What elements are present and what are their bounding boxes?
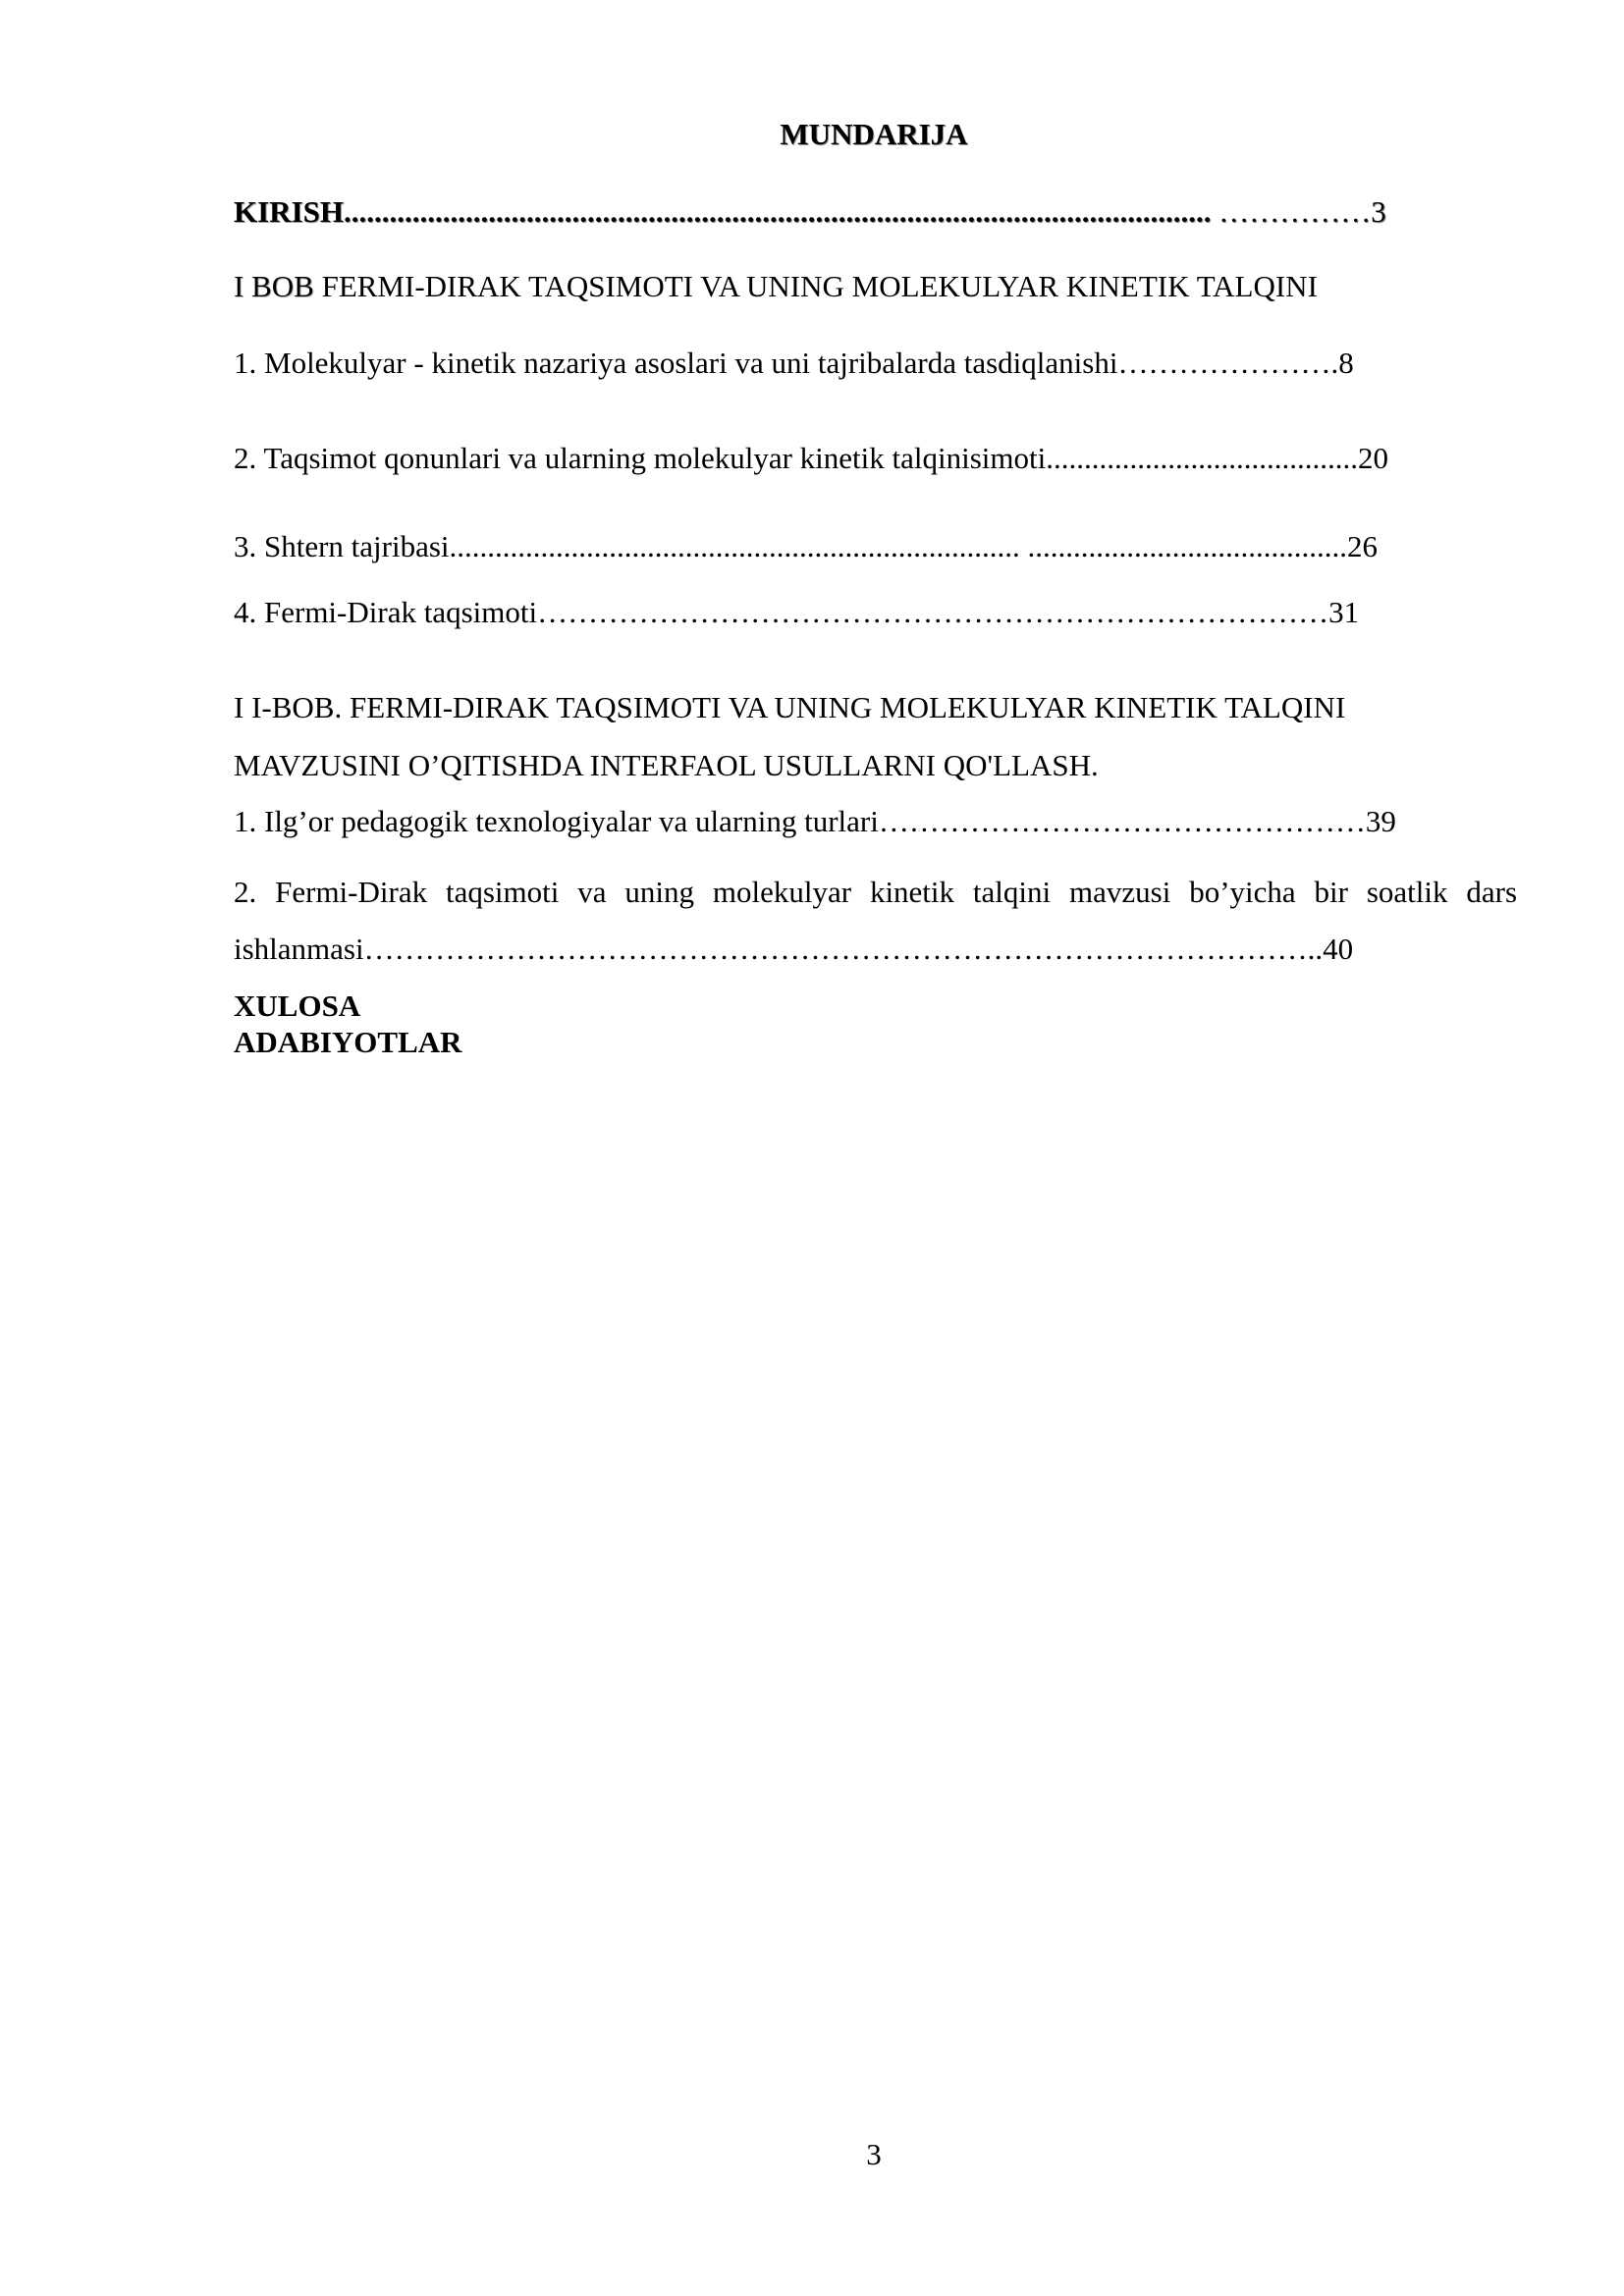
- toc-word: Fermi-Dirak: [275, 875, 428, 909]
- toc-entry: [234, 594, 1359, 631]
- toc-entry-line-2: [234, 931, 1353, 968]
- toc-entry-text: 3. Shtern tajribasi: [234, 529, 450, 563]
- toc-entry-text: 4. Fermi-Dirak taqsimoti: [234, 595, 538, 629]
- toc-word: dars: [1466, 875, 1518, 909]
- toc-entry-text: 2. Taqsimot qonunlari va ularning molekulyar kinetik talqinisimoti: [234, 441, 1047, 475]
- toc-entry-kirish-leader: ……………: [1211, 194, 1372, 229]
- toc-entry-page: .40: [1315, 932, 1354, 966]
- toc-entry-page: 26: [1347, 529, 1379, 563]
- toc-entry-page: .8: [1330, 346, 1354, 380]
- toc-chapter-1-heading: [234, 268, 1318, 305]
- toc-entry-adabiyotlar: ADABIYOTLAR: [234, 1025, 462, 1059]
- toc-entry-leader: ………………………………………………………………………………….: [363, 932, 1316, 966]
- toc-entry-leader: ……………………………………………………………………: [537, 595, 1329, 629]
- toc-entry-kirish: [234, 193, 1386, 231]
- toc-entry-page: 39: [1365, 804, 1396, 838]
- toc-entry-text: ishlanmasi: [234, 932, 364, 966]
- toc-chapter-2-heading-line-1: I I-BOB. FERMI-DIRAK TAQSIMOTI VA UNING MOLEKULYAR KINETIK TALQINI: [234, 690, 1346, 724]
- toc-word: uning: [624, 875, 694, 909]
- toc-entry-leader: .........................................: [1046, 441, 1359, 475]
- toc-title: MUNDARIJA: [780, 117, 968, 151]
- toc-entry: [234, 345, 1354, 382]
- toc-word: bir: [1314, 875, 1348, 909]
- toc-entry-text: 1. Molekulyar - kinetik nazariya asoslari va uni tajribalarda tasdiqlanishi: [234, 346, 1118, 380]
- toc-entry-text: 1. Ilg’or pedagogik texnologiyalar va ularning turlari: [234, 804, 879, 838]
- toc-word: talqini: [972, 875, 1052, 909]
- toc-entry-xulosa: XULOSA: [234, 988, 361, 1023]
- toc-word: molekulyar: [712, 875, 852, 909]
- toc-entry-kirish-page: 3: [1371, 194, 1386, 229]
- toc-chapter-2-heading-line-2: MAVZUSINI O’QITISHDA INTERFAOL USULLARNI QO'LLASH.: [234, 748, 1099, 782]
- toc-entry-line-1: [234, 874, 1517, 911]
- toc-entry: [234, 440, 1388, 477]
- toc-word: soatlik: [1366, 875, 1448, 909]
- toc-entry: [234, 803, 1396, 840]
- toc-entry-page: 20: [1358, 441, 1389, 475]
- toc-entry-leader: ........................................................................... ..........................................: [449, 529, 1348, 563]
- toc-entry-kirish-text: KIRISH..................................................................................................................: [234, 194, 1212, 229]
- toc-entry-page: 31: [1328, 595, 1360, 629]
- page-number: 3: [866, 2137, 882, 2171]
- toc-entry-leader: …………………: [1117, 346, 1331, 380]
- toc-word: bo’yicha: [1189, 875, 1296, 909]
- toc-word: 2.: [234, 875, 257, 909]
- toc-entry-leader: …………………………………………: [878, 804, 1366, 838]
- toc-word: taqsimoti: [445, 875, 560, 909]
- toc-entry: [234, 528, 1378, 565]
- chapter-1-title: FERMI-DIRAK TAQSIMOTI VA UNING MOLEKULYAR KINETIK TALQINI: [313, 269, 1318, 303]
- toc-word: va: [577, 875, 607, 909]
- toc-word: kinetik: [869, 875, 955, 909]
- toc-word: mavzusi: [1069, 875, 1171, 909]
- chapter-1-label: I BOB: [234, 269, 314, 303]
